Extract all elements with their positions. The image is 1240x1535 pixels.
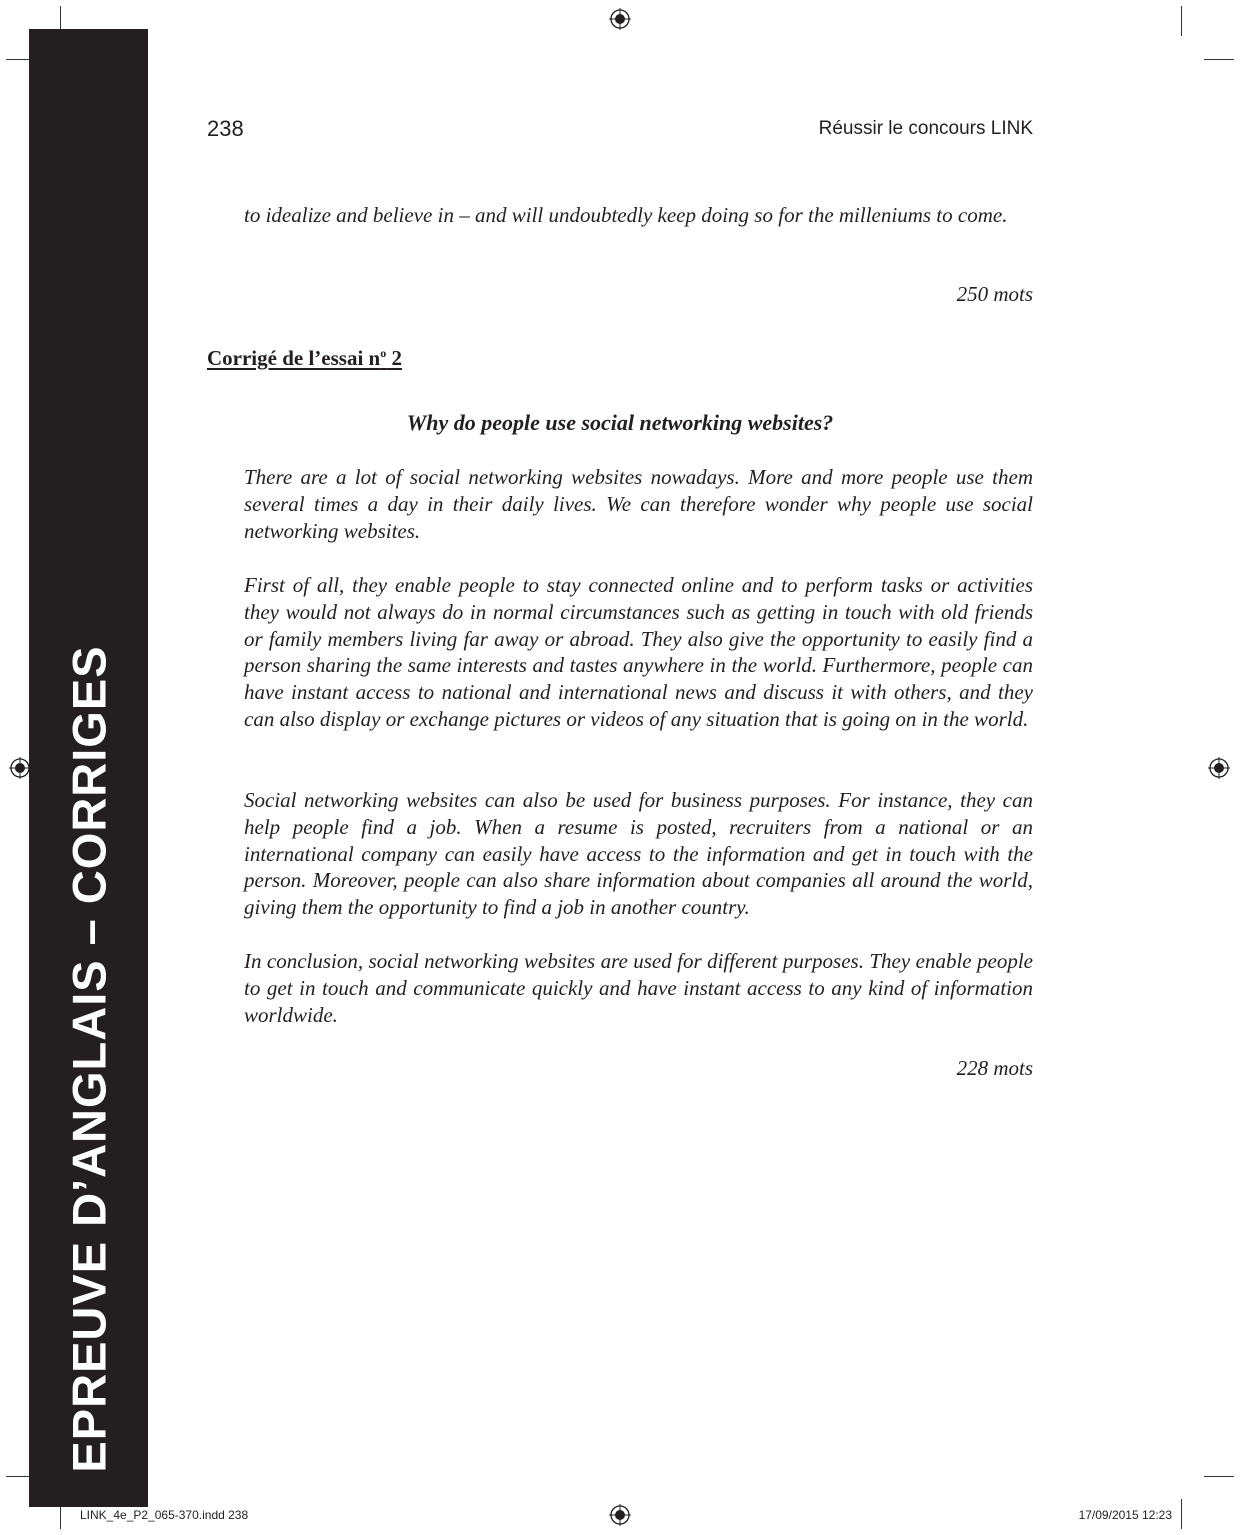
crop-mark bbox=[1204, 1476, 1234, 1477]
essay-paragraph: There are a lot of social networking websites nowadays. More and more people use them several times a day in their daily lives. We can therefore wonder why people use social networking websites. bbox=[244, 465, 1033, 543]
crop-mark bbox=[1181, 1499, 1182, 1529]
slug-file-info: LINK_4e_P2_065-370.indd 238 bbox=[80, 1508, 249, 1522]
essay-title: Why do people use social networking websites? bbox=[406, 410, 834, 435]
registration-mark-icon bbox=[9, 757, 31, 779]
section-heading-number: 2 bbox=[386, 346, 402, 370]
registration-mark-icon bbox=[609, 8, 631, 30]
previous-essay-closing: to idealize and believe in – and will undoubtedly keep doing so for the milleniums to come. bbox=[244, 203, 1008, 227]
essay-paragraph: First of all, they enable people to stay connected online and to perform tasks or activities they would not always do in normal circumstances such as getting in touch with old friends or family members living far away or abroad. They also give the opportunity to easily find a person sharing the same interests and tastes anywhere in the world. Furthermore, people can have instant access to national and international news and discuss it with others, and they can also display or exchange pictures or videos of any situation that is going on in the world. bbox=[244, 573, 1033, 731]
essay-paragraph: Social networking websites can also be used for business purposes. For instance, they can help people find a job. When a resume is posted, recruiters from a national or an international company can easily have access to the information and get in touch with the person. Moreover, people can also share information about companies all around the world, giving them the opportunity to find a job in another country. bbox=[244, 788, 1033, 920]
side-tab bbox=[29, 29, 148, 1507]
essay-paragraph: In conclusion, social networking websites are used for different purposes. They enable people to get in touch and communicate quickly and have instant access to any kind of information worldwide. bbox=[244, 949, 1033, 1027]
essay-word-count: 228 mots bbox=[956, 1056, 1033, 1080]
registration-mark-icon bbox=[609, 1504, 631, 1526]
previous-essay-word-count: 250 mots bbox=[956, 282, 1033, 306]
page-number: 238 bbox=[207, 116, 244, 141]
registration-mark-icon bbox=[1208, 757, 1230, 779]
section-heading bbox=[207, 346, 402, 371]
slug-timestamp: 17/09/2015 12:23 bbox=[1078, 1508, 1172, 1522]
crop-mark bbox=[1181, 6, 1182, 36]
side-tab-label: EPREUVE D’ANGLAIS – CORRIGES bbox=[62, 645, 115, 1473]
running-title: Réussir le concours LINK bbox=[818, 118, 1033, 139]
crop-mark bbox=[1204, 59, 1234, 60]
section-heading-text: Corrigé de l’essai n bbox=[207, 346, 381, 370]
section-heading-sup: o bbox=[380, 346, 387, 360]
